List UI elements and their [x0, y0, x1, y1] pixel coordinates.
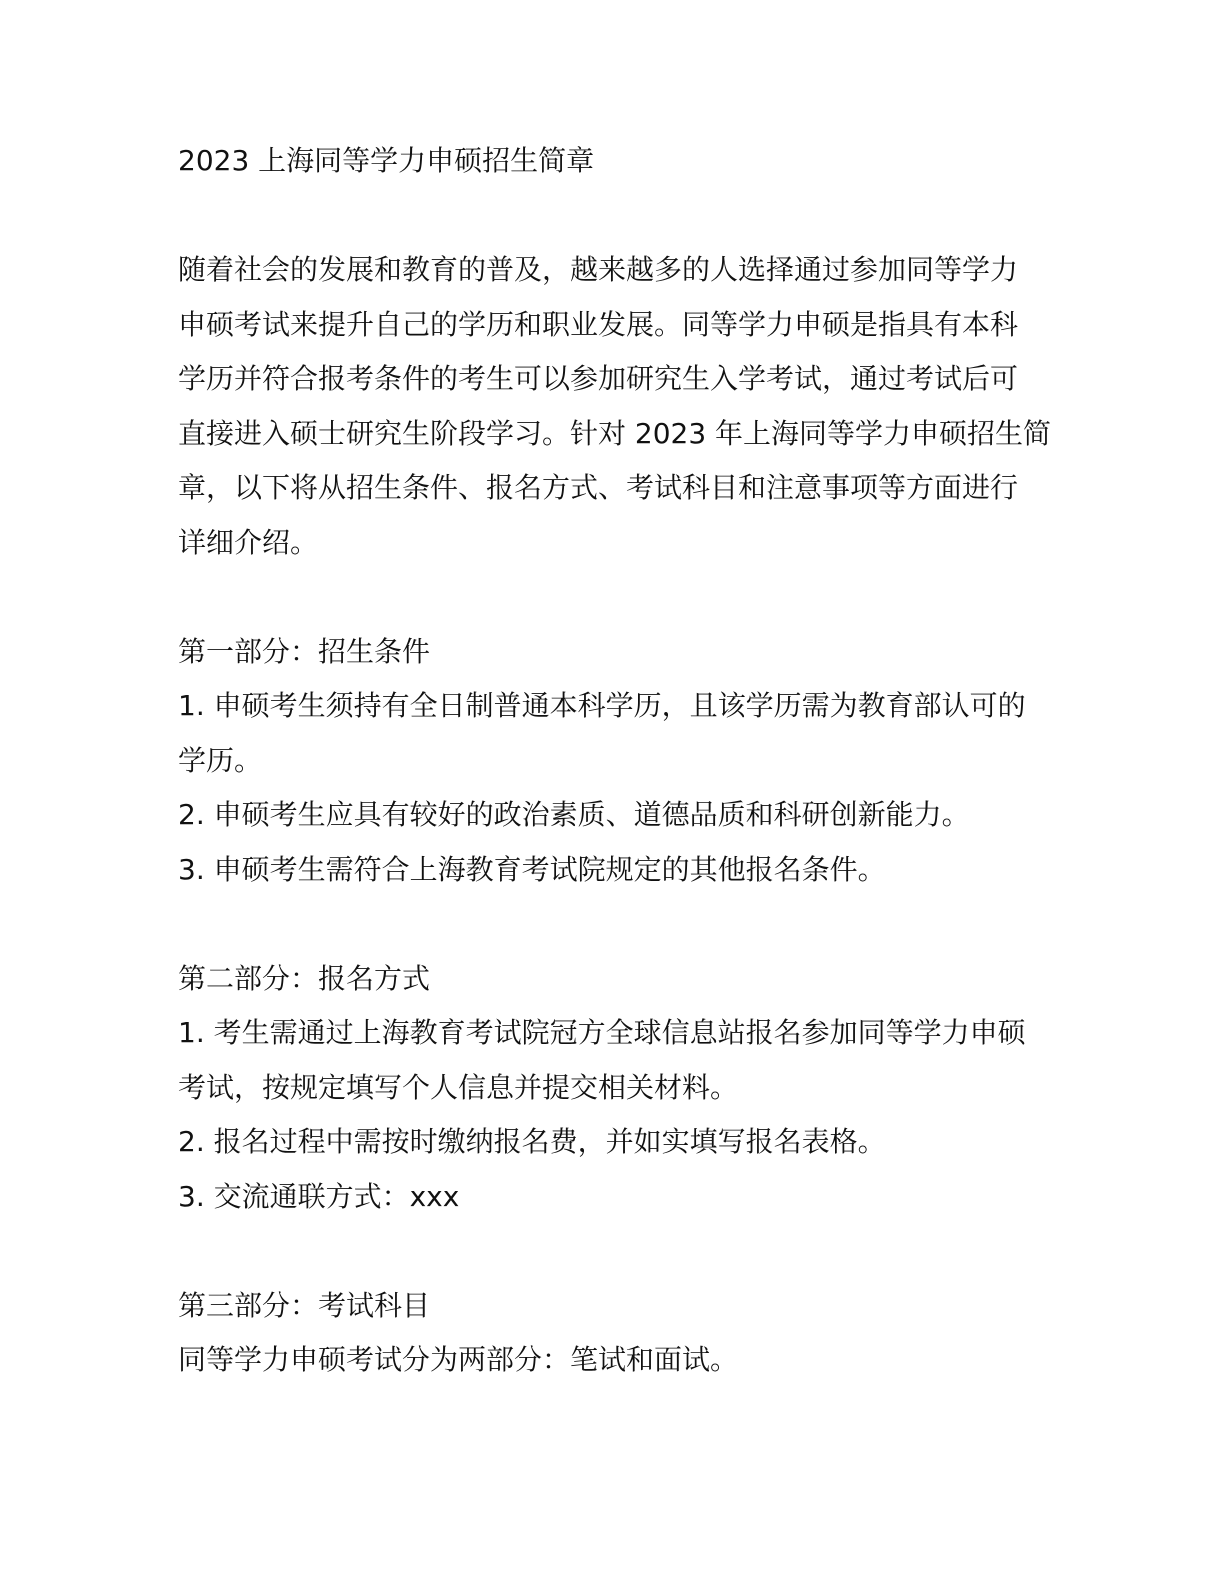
intro-line: 章，以下将从招生条件、报名方式、考试科目和注意事项等方面进行 — [178, 471, 1019, 504]
section-line: 考试，按规定填写个人信息并提交相关材料。 — [178, 1070, 739, 1104]
section-line: 学历。 — [178, 743, 263, 777]
intro-line: 学历并符合报考条件的考生可以参加研究生入学考试，通过考试后可 — [178, 362, 1019, 395]
section-line: 2. 报名过程中需按时缴纳报名费，并如实填写报名表格。 — [178, 1125, 886, 1158]
document-title: 2023 上海同等学力申硕招生简章 — [178, 144, 595, 177]
intro-line: 随着社会的发展和教育的普及，越来越多的人选择通过参加同等学力 — [178, 253, 1019, 286]
section-exam-subjects — [178, 1279, 1048, 1388]
section-line: 1. 考生需通过上海教育考试院冠方全球信息站报名参加同等学力申硕 — [178, 1016, 1026, 1049]
intro-line: 详细介绍。 — [178, 525, 319, 559]
intro-line: 申硕考试来提升自己的学历和职业发展。同等学力申硕是指具有本科 — [178, 307, 1019, 341]
section-line: 2. 申硕考生应具有较好的政治素质、道德品质和科研创新能力。 — [178, 798, 970, 831]
spacer — [178, 189, 1048, 244]
document-body — [178, 134, 1052, 1388]
intro-paragraph — [178, 243, 1052, 570]
section-heading: 第三部分：考试科目 — [178, 1288, 431, 1322]
section-registration-method — [178, 952, 1048, 1225]
spacer — [178, 570, 1048, 625]
section-heading: 第二部分：报名方式 — [178, 961, 431, 995]
intro-line: 直接进入硕士研究生阶段学习。针对 2023 年上海同等学力申硕招生简 — [178, 416, 1052, 450]
section-heading: 第一部分：招生条件 — [178, 634, 431, 668]
spacer — [178, 1224, 1048, 1279]
section-admission-conditions — [178, 625, 1048, 898]
section-line: 同等学力申硕考试分为两部分：笔试和面试。 — [178, 1343, 739, 1376]
section-line: 1. 申硕考生须持有全日制普通本科学历，且该学历需为教育部认可的 — [178, 689, 1026, 722]
section-line: 3. 交流通联方式：xxx — [178, 1179, 460, 1213]
spacer — [178, 897, 1048, 952]
section-line: 3. 申硕考生需符合上海教育考试院规定的其他报名条件。 — [178, 852, 886, 886]
